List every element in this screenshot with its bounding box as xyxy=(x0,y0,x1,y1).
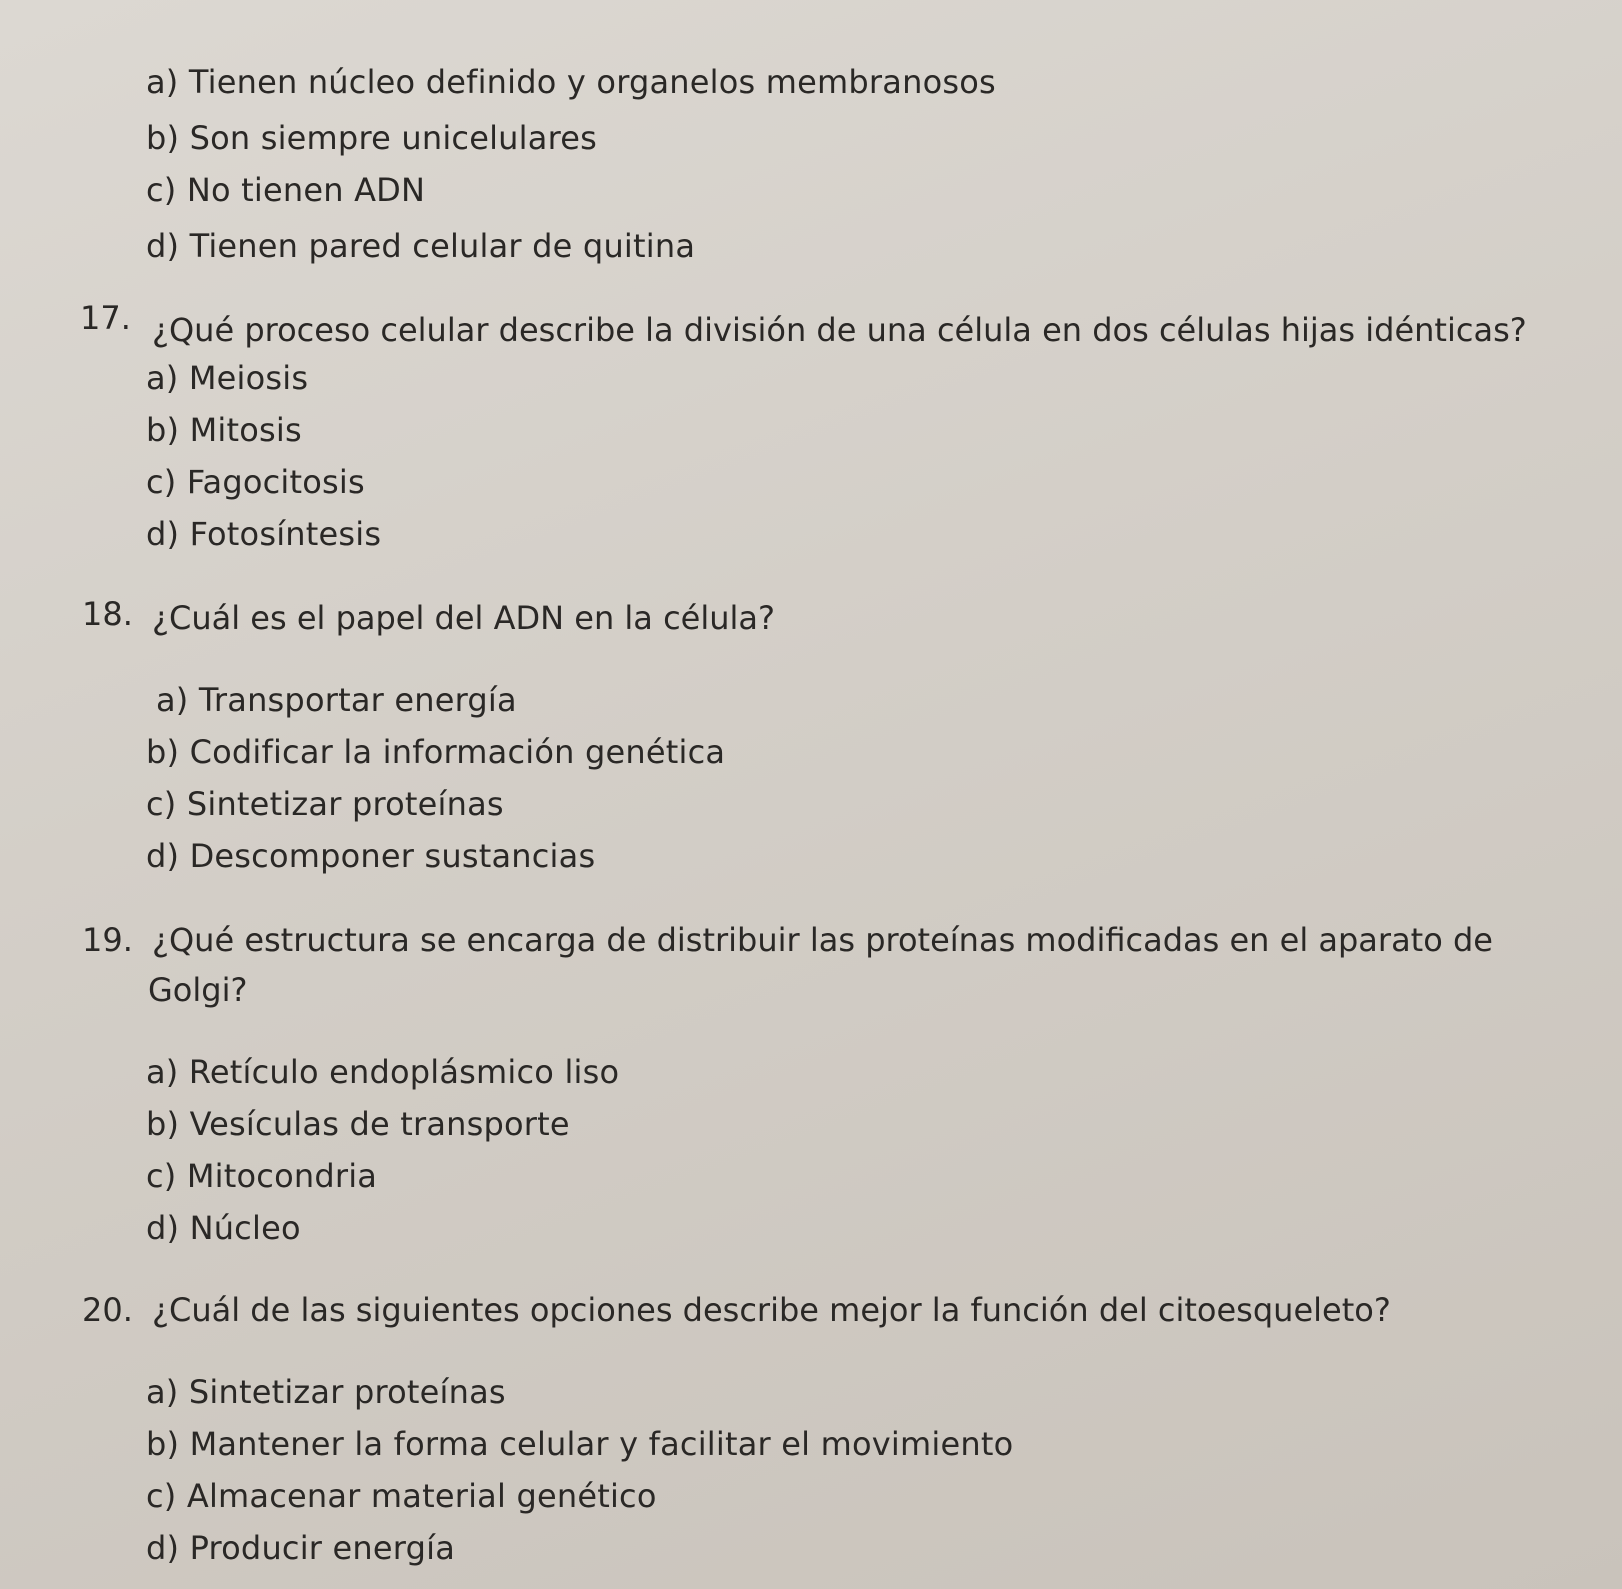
q19-option-c: c) Mitocondria xyxy=(146,1157,378,1195)
q16-option-d: d) Tienen pared celular de quitina xyxy=(146,227,696,265)
q20-text: ¿Cuál de las siguientes opciones describe mejor la función del citoesqueleto? xyxy=(152,1291,1391,1329)
q18-option-a: a) Transportar energía xyxy=(156,681,517,719)
q20-option-b: b) Mantener la forma celular y facilitar el movimiento xyxy=(146,1425,1014,1463)
q16-option-b: b) Son siempre unicelulares xyxy=(146,119,597,157)
q18-option-c: c) Sintetizar proteínas xyxy=(146,785,504,823)
q18-option-b: b) Codificar la información genética xyxy=(146,733,726,771)
q17-text: ¿Qué proceso celular describe la división de una célula en dos células hijas idénticas? xyxy=(152,311,1527,349)
q18-option-d: d) Descomponer sustancias xyxy=(146,837,596,875)
q20-number: 20. xyxy=(82,1291,133,1329)
q16-option-a: a) Tienen núcleo definido y organelos membranosos xyxy=(146,63,996,101)
q17-number: 17. xyxy=(80,299,131,337)
q19-option-a: a) Retículo endoplásmico liso xyxy=(146,1053,620,1091)
q20-option-c: c) Almacenar material genético xyxy=(146,1477,657,1515)
q17-option-a: a) Meiosis xyxy=(146,359,309,397)
q17-option-b: b) Mitosis xyxy=(146,411,302,449)
q19-option-b: b) Vesículas de transporte xyxy=(146,1105,570,1143)
q19-number: 19. xyxy=(82,921,133,959)
q17-option-c: c) Fagocitosis xyxy=(146,463,365,501)
q19-option-d: d) Núcleo xyxy=(146,1209,301,1247)
q16-option-c: c) No tienen ADN xyxy=(146,171,426,209)
q19-text-line2: Golgi? xyxy=(148,971,248,1009)
q20-option-d: d) Producir energía xyxy=(146,1529,456,1567)
q20-option-a: a) Sintetizar proteínas xyxy=(146,1373,506,1411)
q18-text: ¿Cuál es el papel del ADN en la célula? xyxy=(152,599,775,637)
q17-option-d: d) Fotosíntesis xyxy=(146,515,382,553)
q18-number: 18. xyxy=(82,595,133,633)
q19-text-line1: ¿Qué estructura se encarga de distribuir las proteínas modificadas en el aparato de xyxy=(152,921,1493,959)
